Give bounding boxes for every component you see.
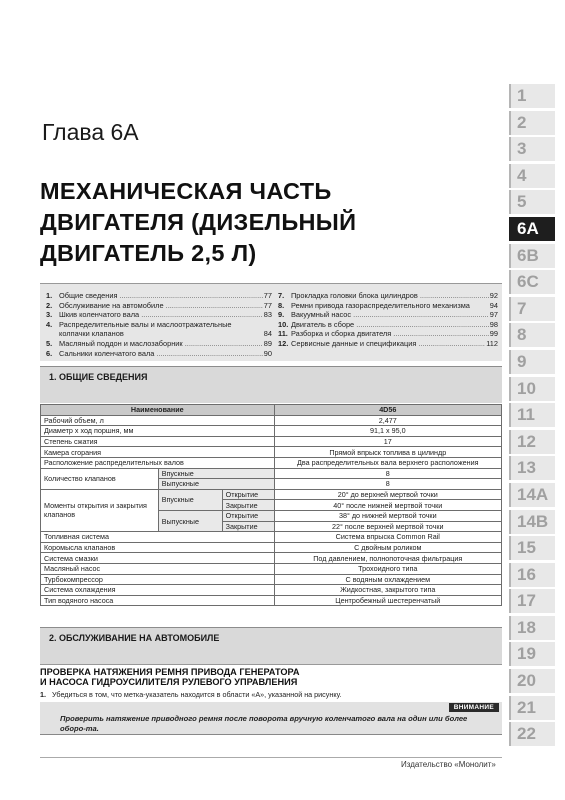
publisher-label: Издательство «Монолит» (401, 760, 496, 769)
toc-item[interactable]: 7. Прокладка головки блока цилиндров ..... 92 (278, 291, 498, 301)
warning-text: Проверить натяжение приводного ремня после поворота вручную коленчатого вала на один или более оборо-та. (60, 714, 468, 733)
row-label: Тип водяного насоса (41, 595, 275, 606)
table-row (41, 436, 502, 447)
row-sublabel: Впускные (158, 468, 274, 479)
tab-13[interactable]: 13 (509, 456, 555, 480)
toc-item[interactable]: 4. Распределительные валы и маслоотражательные колпачки клапанов 84 (46, 319, 272, 339)
header-cell: Наименование (41, 405, 275, 416)
row-sublabel: Закрытие (222, 521, 274, 532)
tab-14a[interactable]: 14A (509, 483, 555, 507)
row-sublabel: Впускные (158, 489, 222, 510)
chapter-label: Глава 6А (42, 119, 139, 145)
row-label: Масляный насос (41, 563, 275, 574)
tab-11[interactable]: 11 (509, 403, 555, 427)
warning-box (40, 702, 502, 735)
row-value: 17 (274, 436, 501, 447)
tab-22[interactable]: 22 (509, 722, 555, 746)
row-sublabel: Выпускные (158, 510, 222, 531)
row-value: 8 (274, 479, 501, 490)
row-value: 8 (274, 468, 501, 479)
table-row (41, 553, 502, 564)
table-row (41, 574, 502, 585)
tab-7[interactable]: 7 (509, 297, 555, 321)
row-value: Два распределительных вала верхнего расположения (274, 457, 501, 468)
toc-item[interactable]: 3. Шкив коленчатого вала ..... 83 (46, 310, 272, 320)
title-line-2: ДВИГАТЕЛЯ (ДИЗЕЛЬНЫЙ (40, 209, 357, 235)
toc-item[interactable]: 9. Вакуумный насос ..... 97 (278, 310, 498, 320)
row-label: Степень сжатия (41, 436, 275, 447)
section-heading-service (40, 627, 502, 664)
tab-19[interactable]: 19 (509, 642, 555, 666)
row-value: 22° после верхней мертвой точки (274, 521, 501, 532)
row-label: Камера сгорания (41, 447, 275, 458)
row-value: 38° до нижней мертвой точки (274, 510, 501, 521)
subsection-line-2: И НАСОСА ГИДРОУСИЛИТЕЛЯ РУЛЕВОГО УПРАВЛЕНИЯ (40, 677, 298, 687)
table-row (41, 563, 502, 574)
row-value: 40° после нижней мертвой точки (274, 500, 501, 511)
row-value: С двойным роликом (274, 542, 501, 553)
table-row (41, 457, 502, 468)
tab-17[interactable]: 17 (509, 589, 555, 613)
row-label: Количество клапанов (41, 468, 159, 489)
row-value: Прямой впрыск топлива в цилиндр (274, 447, 501, 458)
toc-item[interactable]: 2. Обслуживание на автомобиле ..... 77 (46, 301, 272, 311)
tab-20[interactable]: 20 (509, 669, 555, 693)
specs-table (40, 404, 502, 606)
row-value: С водяным охлаждением (274, 574, 501, 585)
table-row (41, 468, 502, 479)
footer-divider (40, 757, 502, 758)
section-title: 2. ОБСЛУЖИВАНИЕ НА АВТОМОБИЛЕ (49, 633, 220, 643)
tab-14b[interactable]: 14B (509, 510, 555, 534)
row-label: Рабочий объем, л (41, 415, 275, 426)
warning-tag: ВНИМАНИЕ (449, 703, 499, 712)
toc-column-right (278, 291, 498, 349)
tab-4[interactable]: 4 (509, 164, 555, 188)
tab-2[interactable]: 2 (509, 111, 555, 135)
row-value: 2,477 (274, 415, 501, 426)
title-line-3: ДВИГАТЕЛЬ 2,5 Л) (40, 240, 257, 266)
title-line-1: МЕХАНИЧЕСКАЯ ЧАСТЬ (40, 178, 332, 204)
section-heading-general (40, 366, 502, 403)
row-value: Под давлением, полнопоточная фильтрация (274, 553, 501, 564)
row-label: Моменты открытия и закрытия клапанов (41, 489, 159, 531)
subsection-heading (40, 664, 502, 687)
tab-3[interactable]: 3 (509, 137, 555, 161)
row-value: Система впрыска Common Rail (274, 532, 501, 543)
chapter-tabs (509, 84, 555, 749)
row-label: Коромысла клапанов (41, 542, 275, 553)
table-row (41, 542, 502, 553)
row-label: Система смазки (41, 553, 275, 564)
tab-12[interactable]: 12 (509, 430, 555, 454)
row-sublabel: Открытие (222, 489, 274, 500)
toc-item[interactable]: 10. Двигатель в сборе ..... 98 (278, 320, 498, 330)
toc-item[interactable]: 8. Ремни привода газораспределительного механизма 94 (278, 300, 498, 310)
tab-15[interactable]: 15 (509, 536, 555, 560)
header-cell: 4D56 (274, 405, 501, 416)
row-value: 91,1 х 95,0 (274, 426, 501, 437)
row-value: Центробежный шестеренчатый (274, 595, 501, 606)
row-value: 20° до верхней мертвой точки (274, 489, 501, 500)
toc-item[interactable]: 5. Масляный поддон и маслозаборник ..... 89 (46, 339, 272, 349)
table-row (41, 595, 502, 606)
row-label: Диаметр х ход поршня, мм (41, 426, 275, 437)
toc-item[interactable]: 12. Сервисные данные и спецификация ..... 112 (278, 339, 498, 349)
row-value: Жидкостная, закрытого типа (274, 585, 501, 596)
tab-6b[interactable]: 6B (509, 244, 555, 268)
row-sublabel: Выпускные (158, 479, 274, 490)
toc-item[interactable]: 6. Сальники коленчатого вала ..... 90 (46, 349, 272, 359)
table-row (41, 415, 502, 426)
toc-item[interactable]: 1. Общие сведения ..... 77 (46, 291, 272, 301)
table-of-contents (40, 283, 502, 361)
table-row (41, 585, 502, 596)
tab-6a[interactable]: 6A (509, 217, 555, 241)
row-label: Турбокомпрессор (41, 574, 275, 585)
row-value: Трохоидного типа (274, 563, 501, 574)
page-title (40, 176, 480, 269)
tab-8[interactable]: 8 (509, 323, 555, 347)
row-label: Расположение распределительных валов (41, 457, 275, 468)
step-number: 1. (40, 690, 46, 699)
procedure-step (40, 690, 502, 699)
tab-18[interactable]: 18 (509, 616, 555, 640)
table-row (41, 426, 502, 437)
table-header-row (41, 405, 502, 416)
tab-6c[interactable]: 6C (509, 270, 555, 294)
tab-9[interactable]: 9 (509, 350, 555, 374)
tab-21[interactable]: 21 (509, 696, 555, 720)
table-row (41, 489, 502, 500)
row-sublabel: Закрытие (222, 500, 274, 511)
table-row (41, 532, 502, 543)
tab-10[interactable]: 10 (509, 377, 555, 401)
table-row (41, 447, 502, 458)
toc-column-left (46, 291, 272, 358)
tab-1[interactable]: 1 (509, 84, 555, 108)
subsection-line-1: ПРОВЕРКА НАТЯЖЕНИЯ РЕМНЯ ПРИВОДА ГЕНЕРАТОРА (40, 667, 300, 677)
toc-item[interactable]: 11. Разборка и сборка двигателя ..... 99 (278, 329, 498, 339)
row-label: Топливная система (41, 532, 275, 543)
row-label: Система охлаждения (41, 585, 275, 596)
section-title: 1. ОБЩИЕ СВЕДЕНИЯ (49, 372, 148, 382)
tab-5[interactable]: 5 (509, 190, 555, 214)
row-sublabel: Открытие (222, 510, 274, 521)
tab-16[interactable]: 16 (509, 563, 555, 587)
step-text: Убедиться в том, что метка-указатель находится в области «А», указанной на рисунку. (52, 690, 342, 699)
